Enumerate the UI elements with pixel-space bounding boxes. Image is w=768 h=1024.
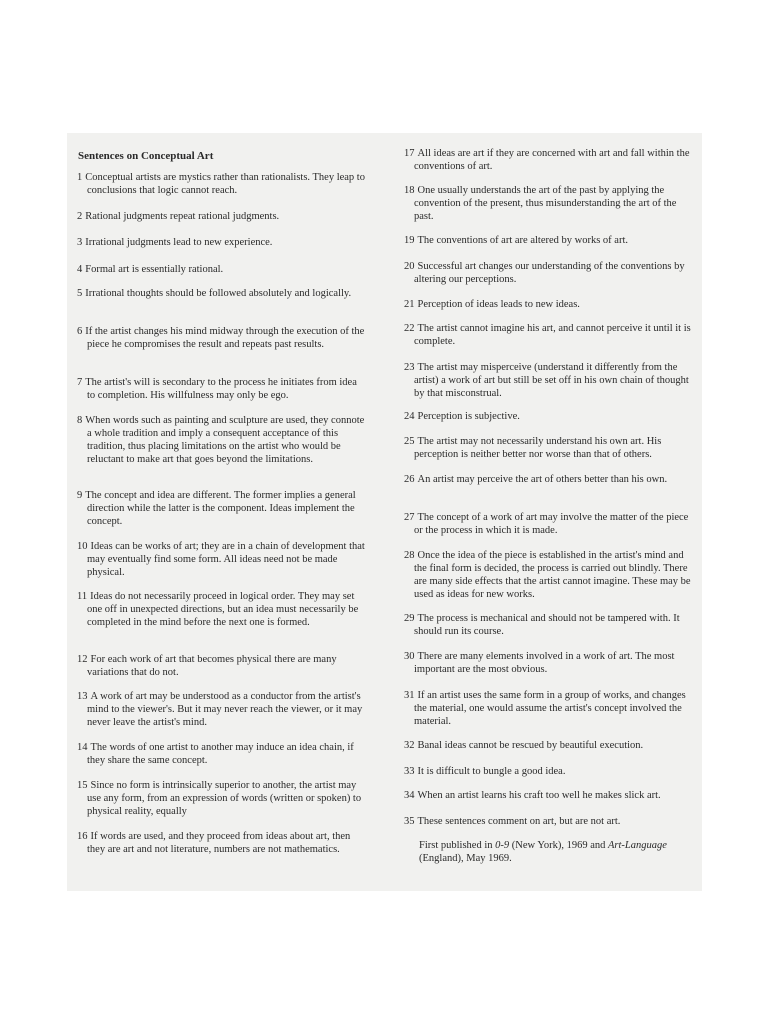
sentence-10	[77, 540, 367, 579]
sentence-number: 9	[77, 490, 83, 501]
sentence-text: Once the idea of the piece is established in the artist's mind and the final form is decided, the process is carried out blindly. There are many side effects that the artist cannot imagine. These may be used as ideas for new works.	[414, 550, 691, 600]
note-prefix: First published in	[419, 840, 496, 851]
sentence-number: 30	[404, 651, 415, 662]
sentence-number: 4	[77, 264, 83, 275]
sentence-number: 34	[404, 790, 415, 801]
sentence-text: The process is mechanical and should not be tampered with. It should run its course.	[414, 613, 680, 637]
sentence-text: There are many elements involved in a work of art. The most important are the most obvious.	[414, 651, 675, 675]
sentence-text: A work of art may be understood as a conductor from the artist's mind to the viewer's. But it may never reach the viewer, or it may never leave the artist's mind.	[87, 691, 363, 728]
sentence-number: 25	[404, 436, 415, 447]
sentence-text: Irrational judgments lead to new experience.	[85, 237, 273, 248]
sentence-number: 28	[404, 550, 415, 561]
sentence-text: For each work of art that becomes physical there are many variations that do not.	[87, 654, 337, 678]
sentence-number: 22	[404, 323, 415, 334]
sentence-text: The concept and idea are different. The former implies a general direction while the latter is the component. Ideas implement the concept.	[85, 490, 356, 527]
sentence-25	[404, 435, 696, 461]
sentence-text: Ideas do not necessarily proceed in logical order. They may set one off in unexpected directions, but an idea must necessarily be completed in the mind before the next one is formed.	[87, 591, 359, 628]
sentence-number: 19	[404, 235, 415, 246]
sentence-number: 15	[77, 780, 88, 791]
sentence-text: Banal ideas cannot be rescued by beautiful execution.	[417, 740, 644, 751]
sentence-text: When words such as painting and sculpture are used, they connote a whole tradition and imply a consequent acceptance of this tradition, thus placing limitations on the artist who would be reluctant to make art that goes beyond the limitations.	[85, 415, 365, 465]
sentence-text: Conceptual artists are mystics rather than rationalists. They leap to conclusions that logic cannot reach.	[85, 172, 365, 196]
sentence-text: If an artist uses the same form in a group of works, and changes the material, one would assume the artist's concept involved the material.	[414, 690, 686, 727]
sentence-number: 23	[404, 362, 415, 373]
sentence-text: Since no form is intrinsically superior to another, the artist may use any form, from an expression of words (written or spoken) to physical reality, equally	[87, 780, 362, 817]
sentence-27	[404, 511, 696, 537]
sentence-number: 2	[77, 211, 83, 222]
sentence-text: Irrational thoughts should be followed absolutely and logically.	[85, 288, 352, 299]
sentence-number: 21	[404, 299, 415, 310]
sentence-number: 31	[404, 690, 415, 701]
sentence-23	[404, 361, 696, 400]
sentence-24	[404, 410, 696, 423]
sentence-number: 33	[404, 766, 415, 777]
sentence-14	[77, 741, 367, 767]
sentence-31	[404, 689, 696, 728]
sentence-text: An artist may perceive the art of others better than his own.	[417, 474, 668, 485]
sentence-8	[77, 414, 367, 466]
sentence-text: If words are used, and they proceed from ideas about art, then they are art and not literature, numbers are not mathematics.	[87, 831, 351, 855]
sentence-11	[77, 590, 367, 629]
sentence-number: 27	[404, 512, 415, 523]
sentence-1	[77, 171, 367, 197]
sentence-text: The artist's will is secondary to the process he initiates from idea to completion. His willfulness may only be ego.	[85, 377, 357, 401]
sentence-7	[77, 376, 367, 402]
sentence-20	[404, 260, 696, 286]
sentence-text: If the artist changes his mind midway through the execution of the piece he compromises the result and repeats past results.	[85, 326, 365, 350]
sentence-text: The artist may not necessarily understand his own art. His perception is neither better nor worse than that of others.	[414, 436, 662, 460]
sentence-number: 14	[77, 742, 88, 753]
sentence-19	[404, 234, 696, 247]
sentence-text: The artist may misperceive (understand it differently from the artist) a work of art but still be set off in his own chain of thought by that misconstrual.	[414, 362, 689, 399]
sentence-number: 1	[77, 172, 83, 183]
sentence-number: 26	[404, 474, 415, 485]
sentence-26	[404, 473, 696, 486]
sentence-number: 5	[77, 288, 83, 299]
sentence-number: 18	[404, 185, 415, 196]
sentence-12	[77, 653, 367, 679]
sentence-number: 17	[404, 148, 415, 159]
sentence-text: Perception is subjective.	[417, 411, 520, 422]
sentence-15	[77, 779, 367, 818]
document-title: Sentences on Conceptual Art	[78, 150, 214, 162]
note-middle: (New York), 1969 and	[509, 840, 609, 851]
sentence-number: 35	[404, 816, 415, 827]
note-journal-1: 0-9	[495, 840, 510, 851]
sentence-number: 7	[77, 377, 83, 388]
publication-note	[419, 839, 669, 865]
sentence-22	[404, 322, 696, 348]
sentence-text: These sentences comment on art, but are not art.	[417, 816, 621, 827]
sentence-text: When an artist learns his craft too well he makes slick art.	[417, 790, 661, 801]
sentence-2	[77, 210, 367, 223]
sentence-text: Perception of ideas leads to new ideas.	[417, 299, 580, 310]
sentence-text: The concept of a work of art may involve the matter of the piece or the process in which it is made.	[414, 512, 689, 536]
sentence-text: All ideas are art if they are concerned with art and fall within the conventions of art.	[414, 148, 690, 172]
sentence-16	[77, 830, 367, 856]
sentence-4	[77, 263, 367, 276]
sentence-number: 32	[404, 740, 415, 751]
sentence-number: 20	[404, 261, 415, 272]
sentence-number: 29	[404, 613, 415, 624]
sentence-number: 16	[77, 831, 88, 842]
sentence-28	[404, 549, 696, 601]
sentence-30	[404, 650, 696, 676]
sentence-33	[404, 765, 696, 778]
sentence-13	[77, 690, 367, 729]
sentence-21	[404, 298, 696, 311]
sentence-18	[404, 184, 696, 223]
note-suffix: (England), May 1969.	[419, 853, 512, 864]
sentence-text: The conventions of art are altered by works of art.	[417, 235, 629, 246]
sentence-number: 13	[77, 691, 88, 702]
sentence-35	[404, 815, 696, 828]
sentence-text: One usually understands the art of the past by applying the convention of the present, thus misunderstanding the art of the past.	[414, 185, 677, 222]
sentence-text: Successful art changes our understanding of the conventions by altering our perceptions.	[414, 261, 685, 285]
sentence-number: 3	[77, 237, 83, 248]
sentence-6	[77, 325, 367, 351]
sentence-text: Rational judgments repeat rational judgments.	[85, 211, 280, 222]
sentence-number: 8	[77, 415, 83, 426]
sentence-text: The words of one artist to another may induce an idea chain, if they share the same concept.	[87, 742, 354, 766]
sentence-text: Formal art is essentially rational.	[85, 264, 224, 275]
sentence-9	[77, 489, 367, 528]
sentence-29	[404, 612, 696, 638]
sentence-5	[77, 287, 367, 300]
sentence-17	[404, 147, 696, 173]
sentence-number: 11	[77, 591, 88, 602]
sentence-number: 6	[77, 326, 83, 337]
sentence-text: It is difficult to bungle a good idea.	[417, 766, 566, 777]
sentence-text: The artist cannot imagine his art, and cannot perceive it until it is complete.	[414, 323, 691, 347]
sentence-3	[77, 236, 367, 249]
sentence-32	[404, 739, 696, 752]
note-journal-2: Art-Language	[608, 840, 667, 851]
sentence-number: 12	[77, 654, 88, 665]
sentence-34	[404, 789, 696, 802]
sentence-number: 10	[77, 541, 88, 552]
sentence-number: 24	[404, 411, 415, 422]
sentence-text: Ideas can be works of art; they are in a chain of development that may eventually find some form. All ideas need not be made physical.	[87, 541, 365, 578]
